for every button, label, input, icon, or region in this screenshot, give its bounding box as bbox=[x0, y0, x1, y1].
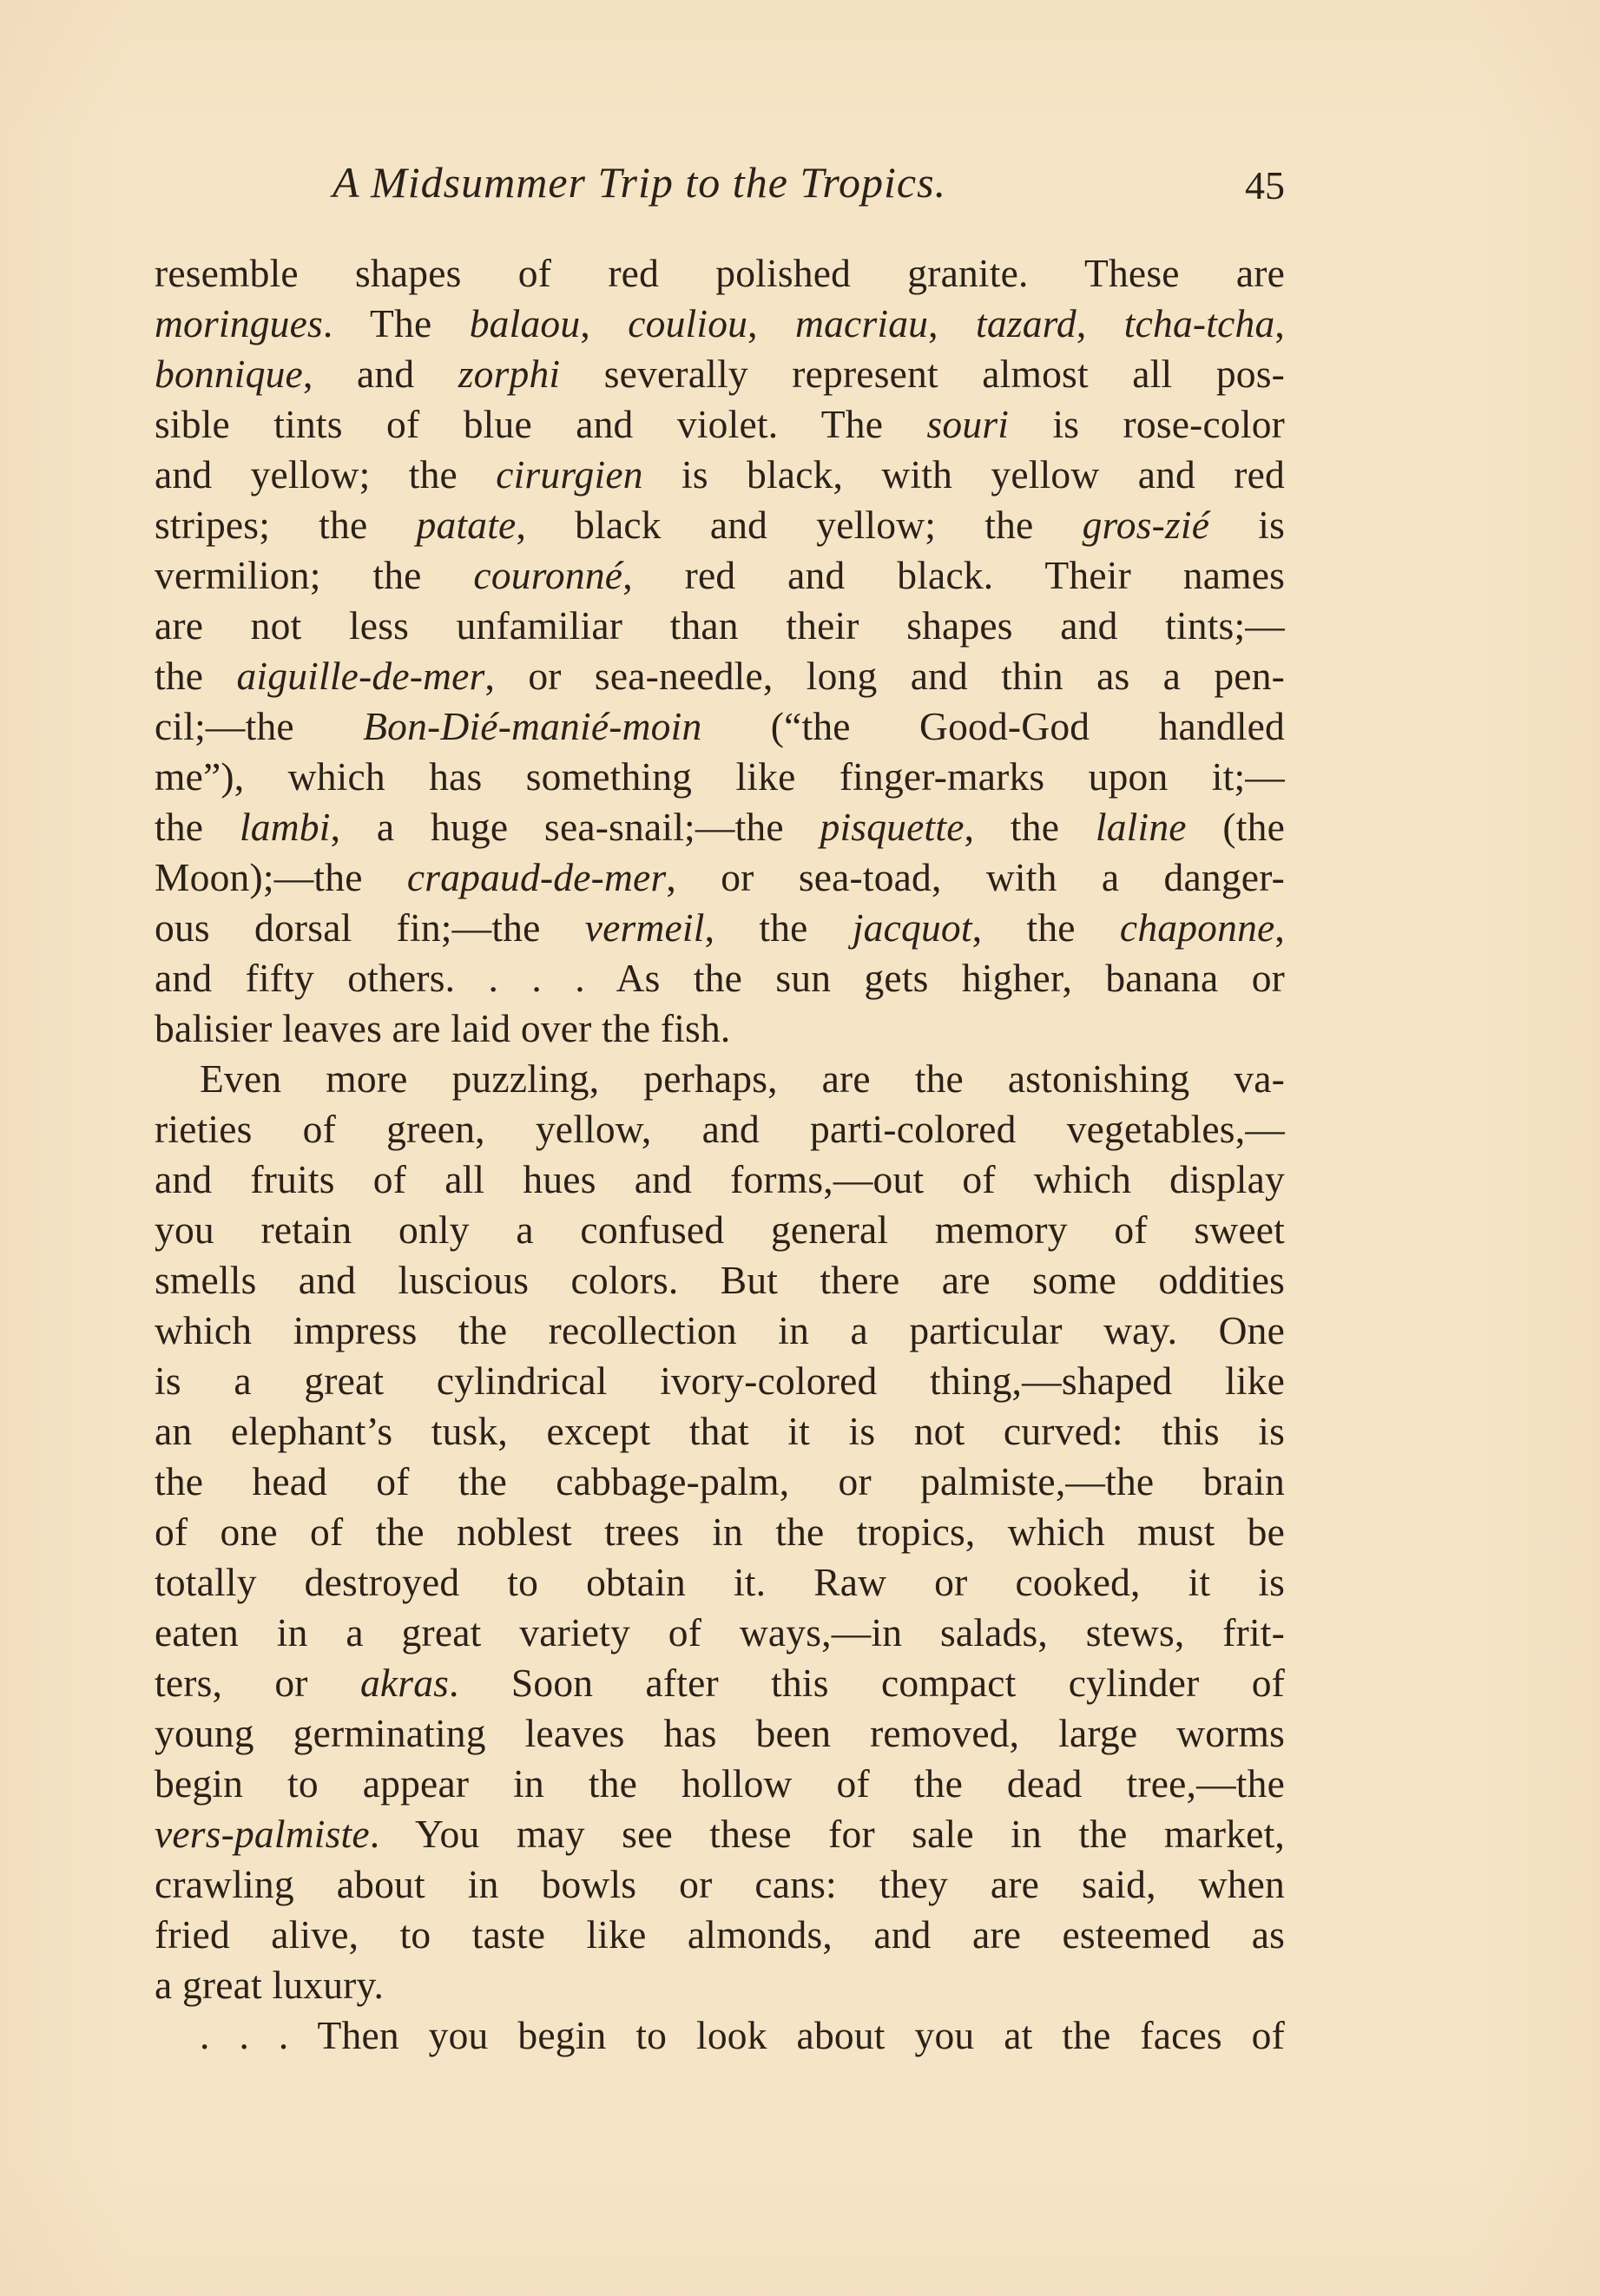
italic-term: vermeil bbox=[584, 905, 705, 950]
text-line: ters, or akras. Soon after this compact cylinder of bbox=[155, 1661, 1286, 1705]
italic-term: couliou bbox=[628, 301, 748, 345]
running-head bbox=[155, 148, 1285, 217]
text-line: eaten in a great variety of ways,—in salads, stews, frit- bbox=[155, 1610, 1285, 1655]
text-line: an elephant’s tusk, except that it is not curved: this is bbox=[155, 1409, 1285, 1453]
text-line: resemble shapes of red polished granite. These are bbox=[155, 251, 1285, 295]
text-line: begin to appear in the hollow of the dead tree,—the bbox=[155, 1761, 1285, 1806]
italic-term: macriau bbox=[795, 301, 929, 345]
italic-term: souri bbox=[926, 402, 1010, 446]
italic-term: lambi bbox=[239, 805, 331, 849]
text-line: fried alive, to taste like almonds, and are esteemed as bbox=[155, 1912, 1285, 1957]
italic-term: gros-zié bbox=[1082, 503, 1210, 547]
italic-term: akras bbox=[359, 1661, 450, 1705]
text-line: the lambi, a huge sea-snail;—the pisquette, the laline (the bbox=[155, 805, 1285, 849]
text-line: . . . Then you begin to look about you at the faces of bbox=[200, 2013, 1285, 2057]
text-line: you retain only a confused general memory of sweet bbox=[155, 1207, 1285, 1252]
italic-term: couronné bbox=[473, 553, 623, 597]
italic-term: jacquot bbox=[852, 905, 972, 950]
text-line: crawling about in bowls or cans: they are said, when bbox=[155, 1862, 1285, 1906]
italic-term: balaou bbox=[469, 301, 581, 345]
text-line: moringues. The balaou, couliou, macriau, tazard, tcha-tcha, bbox=[155, 301, 1285, 345]
text-line: bonnique, and zorphi severally represent almost all pos- bbox=[155, 352, 1285, 396]
text-line: totally destroyed to obtain it. Raw or cooked, it is bbox=[155, 1560, 1285, 1604]
italic-term: vers-palmiste bbox=[155, 1812, 370, 1856]
text-line: vermilion; the couronné, red and black. Their names bbox=[155, 553, 1286, 597]
text-line: and fifty others. . . . As the sun gets higher, banana or bbox=[155, 956, 1285, 1000]
text-line: sible tints of blue and violet. The souri is rose-color bbox=[155, 402, 1286, 446]
body-text bbox=[155, 248, 1285, 2061]
text-line: and yellow; the cirurgien is black, with yellow and red bbox=[155, 452, 1285, 497]
text-line: young germinating leaves has been removed, large worms bbox=[155, 1711, 1285, 1755]
text-line: balisier leaves are laid over the fish. bbox=[155, 1006, 731, 1050]
text-line: Moon);—the crapaud-de-mer, or sea-toad, with a danger- bbox=[155, 855, 1285, 899]
text-line: a great luxury. bbox=[155, 1963, 385, 2007]
text-line: cil;—the Bon-Dié-manié-moin (“the Good-God handled bbox=[155, 704, 1286, 748]
italic-term: crapaud-de-mer bbox=[406, 855, 667, 899]
running-title: A Midsummer Trip to the Tropics. bbox=[333, 158, 947, 207]
italic-term: zorphi bbox=[458, 352, 561, 396]
text-line: rieties of green, yellow, and parti-colored vegetables,— bbox=[155, 1107, 1285, 1151]
text-line: the aiguille-de-mer, or sea-needle, long and thin as a pen- bbox=[155, 654, 1285, 698]
text-line: are not less unfamiliar than their shapes and tints;— bbox=[155, 603, 1285, 648]
text-line: me”), which has something like finger-marks upon it;— bbox=[155, 754, 1285, 799]
italic-term: aiguille-de-mer bbox=[236, 654, 485, 698]
text-line: Even more puzzling, perhaps, are the astonishing va- bbox=[200, 1056, 1285, 1101]
italic-term: chaponne bbox=[1119, 905, 1275, 950]
italic-term: tazard bbox=[976, 301, 1077, 345]
italic-term: Bon-Dié-manié-moin bbox=[363, 704, 702, 748]
text-line: the head of the cabbage-palm, or palmiste,—the brain bbox=[155, 1459, 1285, 1503]
text-line: stripes; the patate, black and yellow; the gros-zié is bbox=[155, 503, 1286, 547]
text-line: of one of the noblest trees in the tropics, which must be bbox=[155, 1510, 1285, 1554]
book-page bbox=[155, 148, 1285, 2061]
italic-term: moringues bbox=[155, 301, 323, 345]
text-line: smells and luscious colors. But there are some oddities bbox=[155, 1258, 1285, 1302]
text-line: ous dorsal fin;—the vermeil, the jacquot, the chaponne, bbox=[155, 905, 1285, 950]
text-line: is a great cylindrical ivory-colored thing,—shaped like bbox=[155, 1359, 1285, 1403]
italic-term: tcha-tcha bbox=[1123, 301, 1275, 345]
italic-term: bonnique bbox=[155, 352, 303, 396]
text-line: vers-palmiste. You may see these for sale in the market, bbox=[155, 1812, 1285, 1856]
text-line: and fruits of all hues and forms,—out of which display bbox=[155, 1157, 1285, 1201]
italic-term: patate bbox=[416, 503, 517, 547]
italic-term: laline bbox=[1095, 805, 1187, 849]
page-number: 45 bbox=[1245, 163, 1285, 207]
italic-term: pisquette bbox=[820, 805, 965, 849]
text-line: which impress the recollection in a particular way. One bbox=[155, 1308, 1285, 1352]
italic-term: cirurgien bbox=[496, 452, 643, 497]
